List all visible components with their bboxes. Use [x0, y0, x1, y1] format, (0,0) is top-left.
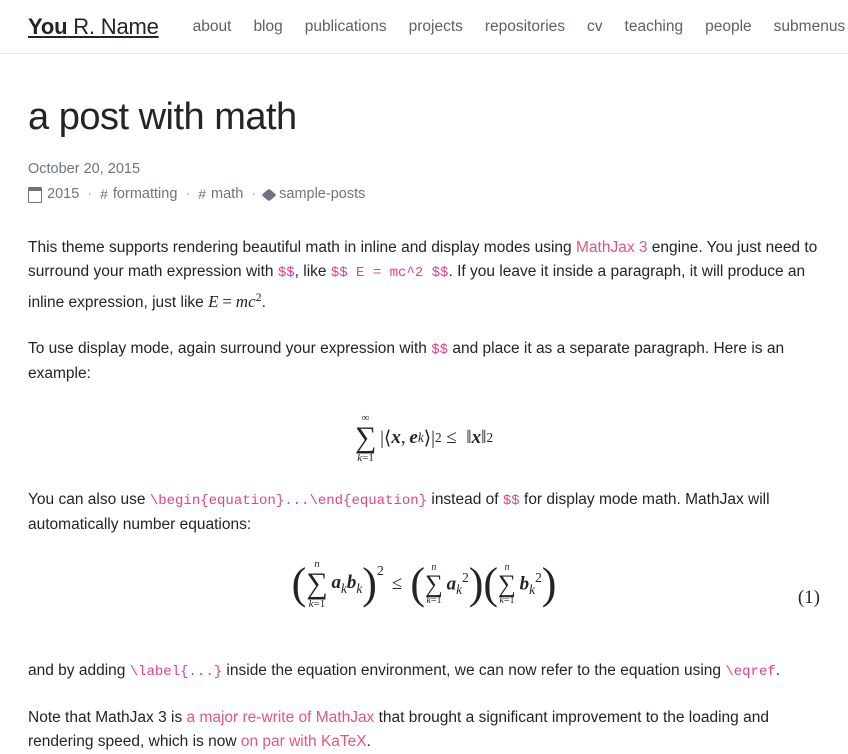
exponent-2: 2	[376, 564, 384, 580]
tag-icon	[261, 189, 276, 202]
post-content	[0, 96, 848, 754]
sum-upper-limit: n	[314, 558, 320, 571]
left-paren: (	[483, 559, 499, 609]
leq-sign: ≤	[391, 573, 403, 595]
nav-links	[185, 18, 848, 36]
text-fragment: .	[366, 733, 371, 751]
sum-upper-limit: ∞	[361, 412, 370, 425]
meta-category-label: sample-posts	[279, 186, 366, 202]
text-fragment: .	[261, 294, 266, 312]
paragraph-equation-env	[28, 488, 818, 537]
sigma-glyph: ∑	[425, 570, 443, 598]
meta-separator: ·	[251, 186, 257, 202]
code-dollar-dollar: $$	[277, 265, 295, 281]
text-fragment: and by adding	[28, 662, 130, 680]
equation-number: (1)	[797, 587, 820, 609]
text-fragment: for display mode math. MathJax will automatically number equations:	[28, 491, 770, 534]
text-fragment: .	[775, 662, 781, 680]
meta-separator: ·	[185, 186, 191, 202]
right-paren: )	[468, 559, 484, 609]
site-brand[interactable]	[28, 14, 159, 40]
navbar	[0, 0, 848, 54]
meta-separator: ·	[87, 186, 93, 202]
code-emc2-inline: $$ E = mc^2 $$	[330, 265, 449, 281]
text-fragment: instead of	[427, 491, 503, 509]
text-fragment: This theme supports rendering beautiful math in inline and display modes using	[28, 239, 576, 256]
katex-link[interactable]: on par with KaTeX	[240, 733, 367, 751]
sum-lower-limit: k=1	[499, 595, 515, 607]
right-paren: )	[541, 559, 557, 609]
text-fragment: Note that MathJax 3 is	[28, 709, 187, 727]
hash-icon: #	[100, 186, 108, 202]
code-begin-equation: \begin{equation}...\end{equation}	[149, 493, 428, 510]
hash-icon: #	[198, 186, 207, 202]
meta-category[interactable]	[264, 186, 365, 202]
meta-tag-math[interactable]	[198, 186, 243, 202]
equation-bessel	[28, 408, 820, 466]
sum-lower-limit: k=1	[426, 595, 442, 607]
code-dollar-dollar: $$	[502, 493, 520, 510]
nav-link-submenus[interactable]	[763, 18, 848, 36]
equation-cauchy-schwarz	[28, 559, 820, 637]
summation-symbol	[355, 413, 376, 464]
summation-symbol	[498, 563, 516, 607]
nav-link-teaching[interactable]: teaching	[624, 17, 684, 35]
code-label: \label{...}	[129, 664, 223, 681]
nav-link-blog[interactable]: blog	[253, 17, 283, 35]
nav-link-submenus-label: submenus	[773, 17, 846, 35]
summation-symbol	[425, 563, 443, 607]
sum-lower-limit: k=1	[357, 451, 374, 464]
text-fragment: . If you leave it inside a paragraph, it will produce an inline expression, just like	[28, 263, 806, 312]
mathjax-rewrite-link[interactable]: a major re-write of MathJax	[186, 709, 375, 727]
paragraph-display-mode	[28, 337, 818, 386]
meta-tag-formatting[interactable]	[100, 186, 177, 202]
bessel-body: |⟨ x , e k ⟩| 2 ≤ ‖ x ‖ 2	[376, 427, 494, 449]
text-fragment: and place it as a separate paragraph. Here is an example:	[28, 340, 785, 383]
left-paren: (	[291, 559, 307, 609]
term-ak2: $a_k^2$	[446, 570, 469, 598]
paragraph-intro	[28, 236, 818, 315]
nav-link-publications[interactable]: publications	[304, 17, 387, 35]
equation-bessel-expression	[355, 413, 493, 464]
brand-first-name: You	[28, 13, 68, 39]
mathjax3-link[interactable]: MathJax 3	[575, 239, 648, 256]
meta-year-label: 2015	[47, 186, 80, 202]
math-inline-emc2: $E = mc^2$	[208, 290, 262, 312]
text-fragment: engine. You just need to surround your math expression with	[28, 239, 818, 280]
sigma-glyph: ∑	[498, 570, 516, 598]
post-meta	[28, 186, 820, 202]
left-paren: (	[410, 559, 426, 609]
calendar-icon	[28, 187, 42, 203]
paragraph-label-eqref	[28, 659, 818, 684]
sum-lower-limit: k=1	[308, 597, 326, 610]
sum-upper-limit: n	[431, 561, 437, 573]
meta-tag-math-label: math	[211, 186, 244, 202]
brand-last-name: R. Name	[67, 13, 159, 39]
summation-symbol	[306, 559, 327, 610]
sigma-glyph: ∑	[354, 421, 377, 455]
sigma-glyph: ∑	[306, 567, 328, 601]
sum-upper-limit: n	[504, 561, 510, 573]
equation-cauchy-schwarz-expression	[292, 559, 557, 610]
code-eqref: \eqref	[725, 664, 776, 681]
page-title: a post with math	[28, 96, 297, 138]
nav-link-projects[interactable]: projects	[408, 17, 463, 35]
term-bk2: $b_k^2$	[519, 570, 542, 598]
text-fragment: To use display mode, again surround your expression with	[28, 340, 432, 358]
text-fragment: , like	[294, 263, 331, 280]
nav-link-cv[interactable]: cv	[587, 17, 603, 35]
meta-tag-formatting-label: formatting	[112, 186, 178, 202]
code-dollar-dollar: $$	[431, 342, 449, 359]
text-fragment: that brought a significant improvement to the loading and rendering speed, which is now	[28, 709, 769, 751]
right-paren: )	[362, 559, 377, 609]
nav-link-repositories[interactable]: repositories	[484, 17, 566, 35]
term-akbk: $a_kb_k$	[331, 572, 363, 596]
meta-year[interactable]	[28, 186, 79, 202]
text-fragment: inside the equation environment, we can now refer to the equation using	[222, 662, 726, 680]
nav-link-about[interactable]: about	[192, 17, 232, 35]
text-fragment: You can also use	[28, 491, 150, 509]
nav-link-people[interactable]: people	[705, 17, 752, 35]
post-date: October 20, 2015	[28, 161, 141, 177]
paragraph-mathjax-note	[28, 706, 818, 754]
